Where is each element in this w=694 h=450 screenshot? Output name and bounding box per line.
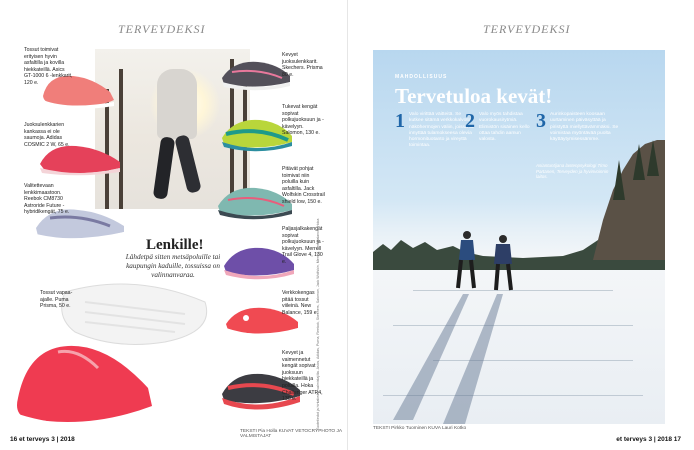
column-text-2: Valo myös tahdistaa vuorokausirytmiä. Elimistön sisäinen kello ottaa tahdin aamun valosta. bbox=[479, 112, 530, 143]
product-caption-salomon: Tukevat kengät sopivat polkujuoksuun ja -kävelyyn. Salomon, 130 e. bbox=[282, 104, 324, 137]
section-heading-right: TERVEYDEKSI bbox=[483, 22, 571, 36]
product-caption-reebok: Valitettevaan lenkkimaastoon. Reebok CM8730 Astroride Future -hybridikengät, 75 e. bbox=[24, 183, 70, 216]
article-headline: Lenkille! bbox=[146, 237, 204, 253]
text-column-2 bbox=[465, 112, 531, 143]
product-caption-merrell: Paljasjalkakengät sopivat polkujuoksuun ja -kävelyyn. Merrell Trail Glove 4, 130 e. bbox=[282, 226, 324, 265]
column-text-3: Aurinkopaisteen koosaan uurtaminen päiväsyttää ja piristyttä miellyttävämmäksi. Se voimistaa myöntävää puolta käyttäytymisessämme. bbox=[550, 112, 619, 143]
product-caption-adidas: Juoksulenkkarien kankassa ei ole saumoja. Adidas COSMIC 2 W, 65 e. bbox=[24, 122, 70, 148]
text-column-3 bbox=[536, 112, 622, 143]
skater-left bbox=[455, 230, 479, 292]
puma-shoe-image bbox=[8, 318, 158, 436]
product-caption-puma: Tossut vapaa-ajalle. Puma Prisma, 50 e. bbox=[40, 290, 73, 310]
article-title: Tervetuloa kevät! bbox=[395, 84, 553, 108]
column-number-1: 1 bbox=[395, 110, 405, 132]
product-caption-jack-wolfskin: Pitävät pohjat toimivat niin poluilla kuin asfaltilla. Jack Wolfskin Crosstrail shield low, 150 e. bbox=[282, 166, 325, 205]
photo-credit: TEKSTI Pia Holla KUVAT VETOCRYPHOTO JA VALMISTAJAT bbox=[240, 429, 342, 439]
expert-note: Asiantuntijana lastenpsykologi Timo Partanen, Terveyden ja hyvinvoinnin laitos. bbox=[536, 163, 609, 180]
page-footer-right: et terveys 3 | 2018 17 bbox=[616, 436, 681, 443]
cliff-trees bbox=[593, 140, 665, 260]
frozen-lake-photo bbox=[373, 50, 665, 424]
column-text-1: Valo virittää väitteitä. Se kutkee sitämä verkkokalvolla näköhermojen väliin, joissa se innyttää tulamokseesa olevia hormonituotanto ja vireyttä toimintaa. bbox=[409, 112, 475, 149]
article-deck: Lähdetpä sitten metsäpoluille tai kaupungin kaduille, tossuissa on valinnanvaraa. bbox=[125, 253, 221, 279]
skater-right bbox=[491, 234, 515, 294]
product-caption-hoka: Kevyet ja vaimennetut kengät sopivat juoksuun hiekkateillä ja poluilla. Hoka Challenger ATR4, 130 e. bbox=[282, 350, 323, 403]
product-caption-skechers: Kevyet juoksulenkkarit. Skechers. Prisma 80 e. bbox=[282, 52, 323, 78]
side-credit: Tuotetiedot ja hintatiedot valmistajilta. Asics, Adidas, Puma, Reebok, Skechers, Salomon, Jack Wolfskin, Merrell, New Balance, Hoka bbox=[316, 218, 320, 430]
photo-credit-right: TEKSTI Pirkko Tuominen KUVA Lauri Kotko bbox=[373, 426, 467, 431]
article-kicker: MAHDOLLISUUS bbox=[395, 74, 448, 80]
skater-shadows bbox=[373, 290, 665, 424]
column-number-2: 2 bbox=[465, 110, 475, 132]
product-caption-new-balance: Verkkokengas pitää tossut viileinä. New Balance, 159 e. bbox=[282, 290, 319, 316]
product-caption-asics: Tossut toimivat erityisen hyvin asfaltilla ja kovilla hiekkateillä. Asics GT-1000 6 -lenkkarit, 120 e. bbox=[24, 47, 73, 86]
section-heading: TERVEYDEKSI bbox=[118, 22, 206, 36]
right-page bbox=[347, 0, 694, 450]
page-footer-left: 16 et terveys 3 | 2018 bbox=[10, 436, 75, 443]
text-column-1 bbox=[395, 112, 475, 150]
column-number-3: 3 bbox=[536, 110, 546, 132]
